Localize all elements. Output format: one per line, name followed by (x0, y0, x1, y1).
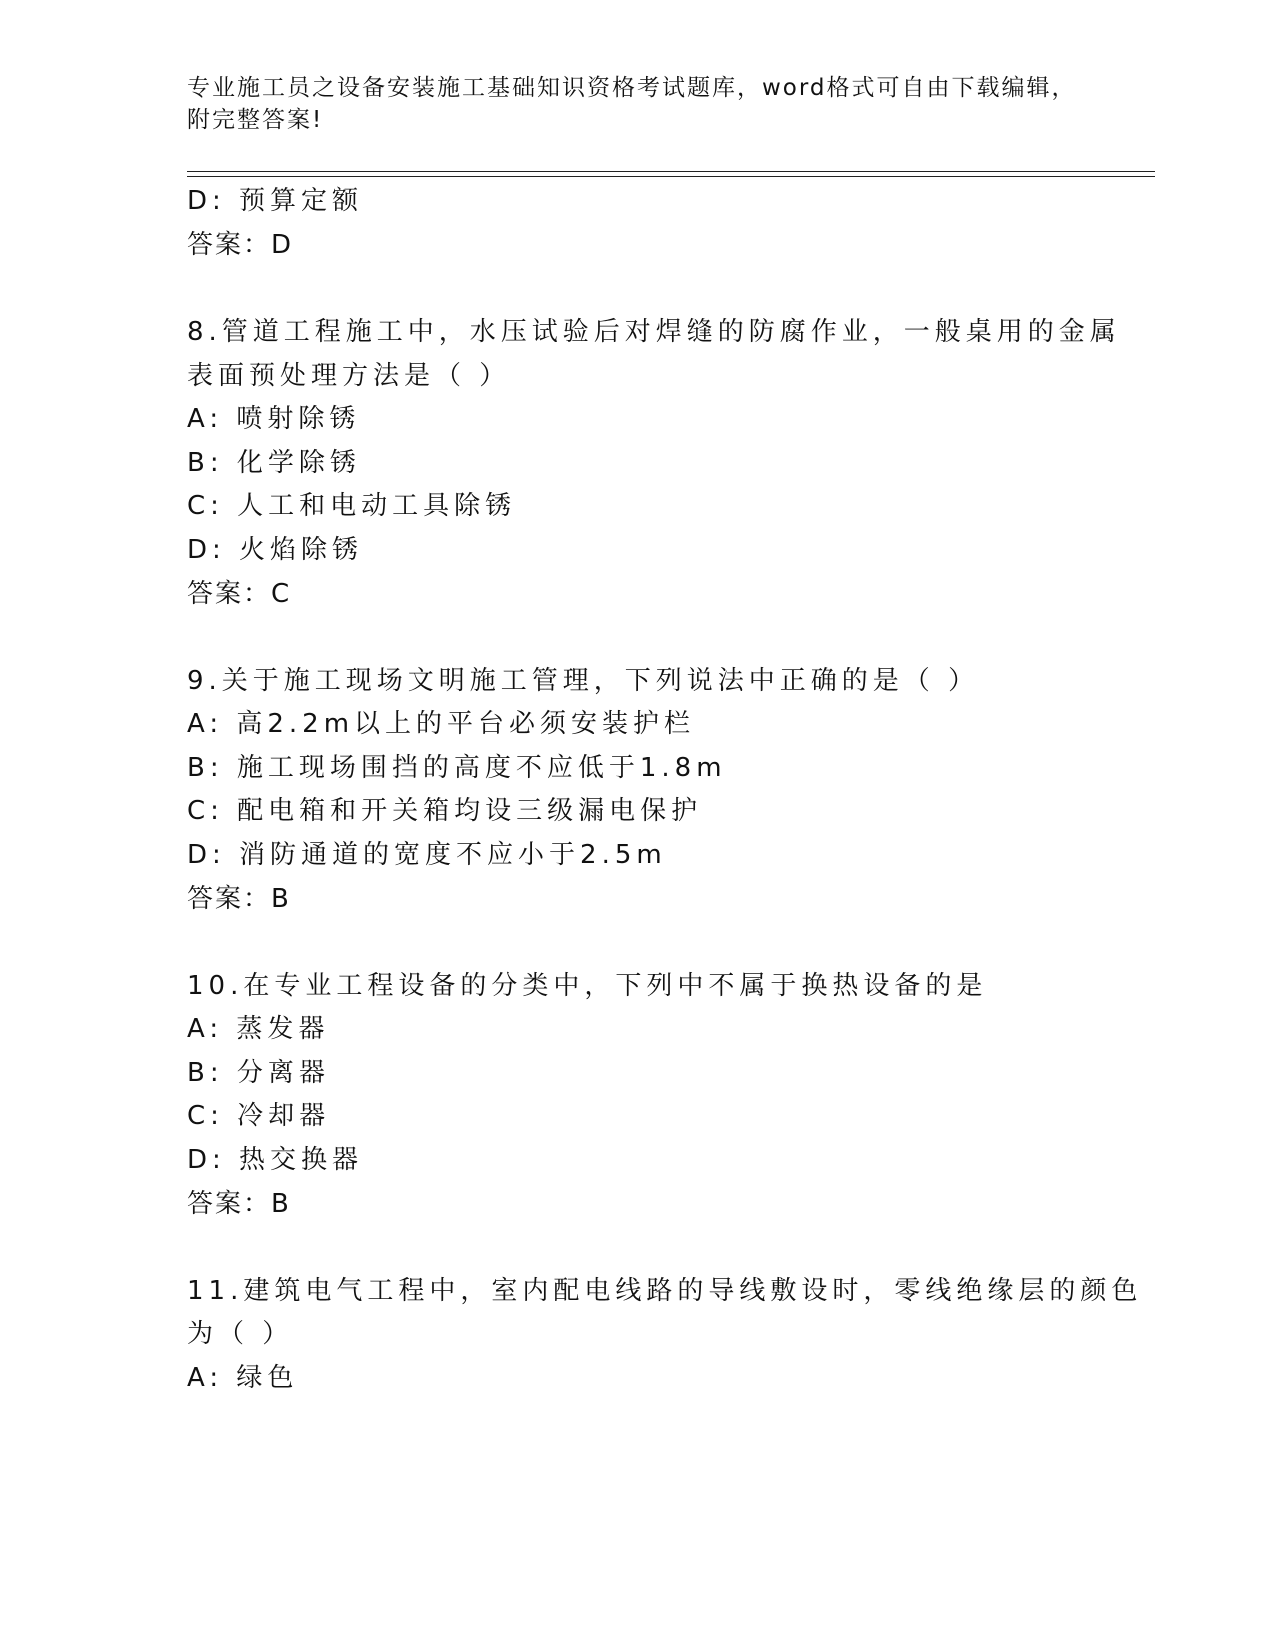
question-9-stem-line-1: 9.关于施工现场文明施工管理，下列说法中正确的是（ ） (187, 666, 980, 696)
header-line-2: 附完整答案! (187, 107, 324, 133)
header-rule-top (187, 171, 1155, 172)
question-11-option-a: A: 绿色 (187, 1363, 299, 1393)
question-9-option-b: B: 施工现场围挡的高度不应低于1.8m (187, 753, 727, 783)
question-9-option-d: D: 消防通道的宽度不应小于2.5m (187, 840, 667, 870)
question-10-option-b: B: 分离器 (187, 1058, 330, 1088)
question-8-answer: 答案：C (187, 579, 292, 609)
question-8-option-a: A: 喷射除锈 (187, 404, 361, 434)
question-8-option-d: D: 火焰除锈 (187, 535, 364, 565)
question-8-option-b: B: 化学除锈 (187, 448, 361, 478)
question-11-stem-line-2: 为（ ） (187, 1319, 294, 1349)
question-8-stem-line-1: 8.管道工程施工中，水压试验后对焊缝的防腐作业，一般桌用的金属 (187, 317, 1121, 347)
question-9-answer: 答案：B (187, 884, 291, 914)
prev-option-d: D: 预算定额 (187, 186, 364, 216)
question-10-answer: 答案：B (187, 1189, 291, 1219)
question-8-option-c: C: 人工和电动工具除锈 (187, 491, 517, 521)
prev-answer: 答案：D (187, 230, 294, 260)
header-line-1: 专业施工员之设备安装施工基础知识资格考试题库，word格式可自由下载编辑， (187, 75, 1077, 101)
question-10-option-d: D: 热交换器 (187, 1145, 364, 1175)
question-9-option-c: C: 配电箱和开关箱均设三级漏电保护 (187, 796, 703, 826)
question-10-option-c: C: 冷却器 (187, 1101, 331, 1131)
question-9-option-a: A: 高2.2m以上的平台必须安装护栏 (187, 709, 696, 739)
question-11-stem-line-1: 11.建筑电气工程中，室内配电线路的导线敷设时，零线绝缘层的颜色 (187, 1276, 1143, 1306)
question-8-stem-line-2: 表面预处理方法是（ ） (187, 361, 511, 391)
question-10-stem-line-1: 10.在专业工程设备的分类中，下列中不属于换热设备的是 (187, 971, 988, 1001)
header-rule-bottom (187, 176, 1155, 177)
question-10-option-a: A: 蒸发器 (187, 1014, 330, 1044)
